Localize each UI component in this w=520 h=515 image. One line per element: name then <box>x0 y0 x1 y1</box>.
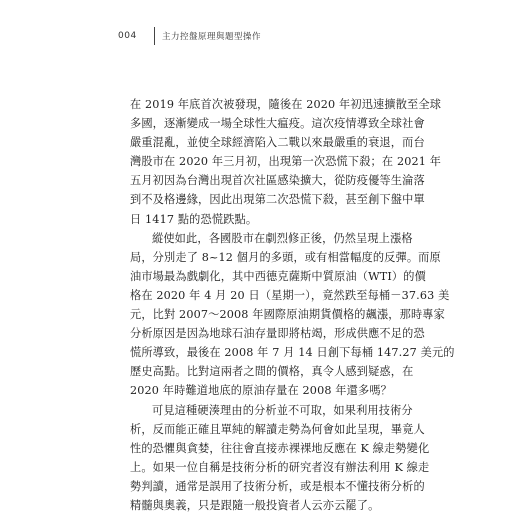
paragraph-1 <box>130 95 395 229</box>
text-line: 縱使如此，各國股市在劇烈修正後，仍然呈現上漲格 <box>130 229 395 248</box>
text-line: 析，反而能正確且單純的解讀走勢為何會如此呈現，畢竟人 <box>130 420 395 439</box>
paragraph-2 <box>130 229 395 401</box>
text-line: 格在 2020 年 4 月 20 日（星期一），竟然跌至每桶－37.63 美 <box>130 286 395 305</box>
text-line: 油市場最為戲劇化，其中西德克薩斯中質原油（WTI）的價 <box>130 267 395 286</box>
text-line: 灣股市在 2020 年三月初，出現第一次恐慌下殺；在 2021 年 <box>130 152 395 171</box>
text-line: 性的恐懼與貪婪，往往會直接赤裸裸地反應在 K 線走勢變化 <box>130 439 395 458</box>
running-title: 主力控盤原理與題型操作 <box>162 30 261 42</box>
text-line: 嚴重混亂，並使全球經濟陷入二戰以來最嚴重的衰退，而台 <box>130 133 395 152</box>
text-line: 歷史高點。比對這兩者之間的價格，真令人感到疑惑，在 <box>130 362 395 381</box>
text-line: 在 2019 年底首次被發現，隨後在 2020 年初迅速擴散至全球 <box>130 95 395 114</box>
text-line: 可見這種硬湊理由的分析並不可取，如果利用技術分 <box>130 401 395 420</box>
text-line: 勢判讀，通常是誤用了技術分析，或是根本不懂技術分析的 <box>130 477 395 496</box>
text-line: 上。如果一位自稱是技術分析的研究者沒有辦法利用 K 線走 <box>130 458 395 477</box>
text-line: 分析原因是因為地球石油存量即將枯竭，形成供應不足的恐 <box>130 324 395 343</box>
body-text <box>130 95 395 515</box>
paragraph-3 <box>130 401 395 515</box>
text-line: 元，比對 2007～2008 年國際原油期貨價格的飆漲，那時專家 <box>130 305 395 324</box>
text-line: 多國，逐漸變成一場全球性大瘟疫。這次疫情導致全球社會 <box>130 114 395 133</box>
text-line: 局，分別走了 8~12 個月的多頭，或有相當幅度的反彈。而原 <box>130 248 395 267</box>
text-line: 2020 年時難道地底的原油存量在 2008 年還多嗎？ <box>130 381 395 400</box>
text-line: 精髓與奧義，只是跟隨一般投資者人云亦云罷了。 <box>130 496 395 515</box>
text-line: 慌所導致，最後在 2008 年 7 月 14 日創下每桶 147.27 美元的 <box>130 343 395 362</box>
header-divider <box>154 27 155 45</box>
text-line: 到不及格邊緣，因此出現第二次恐慌下殺，甚至創下盤中單 <box>130 190 395 209</box>
text-line: 日 1417 點的恐慌跌點。 <box>130 210 395 229</box>
text-line: 五月初因為台灣出現首次社區感染擴大，從防疫優等生淪落 <box>130 171 395 190</box>
page-header <box>118 25 261 47</box>
page-number: 004 <box>118 31 148 41</box>
